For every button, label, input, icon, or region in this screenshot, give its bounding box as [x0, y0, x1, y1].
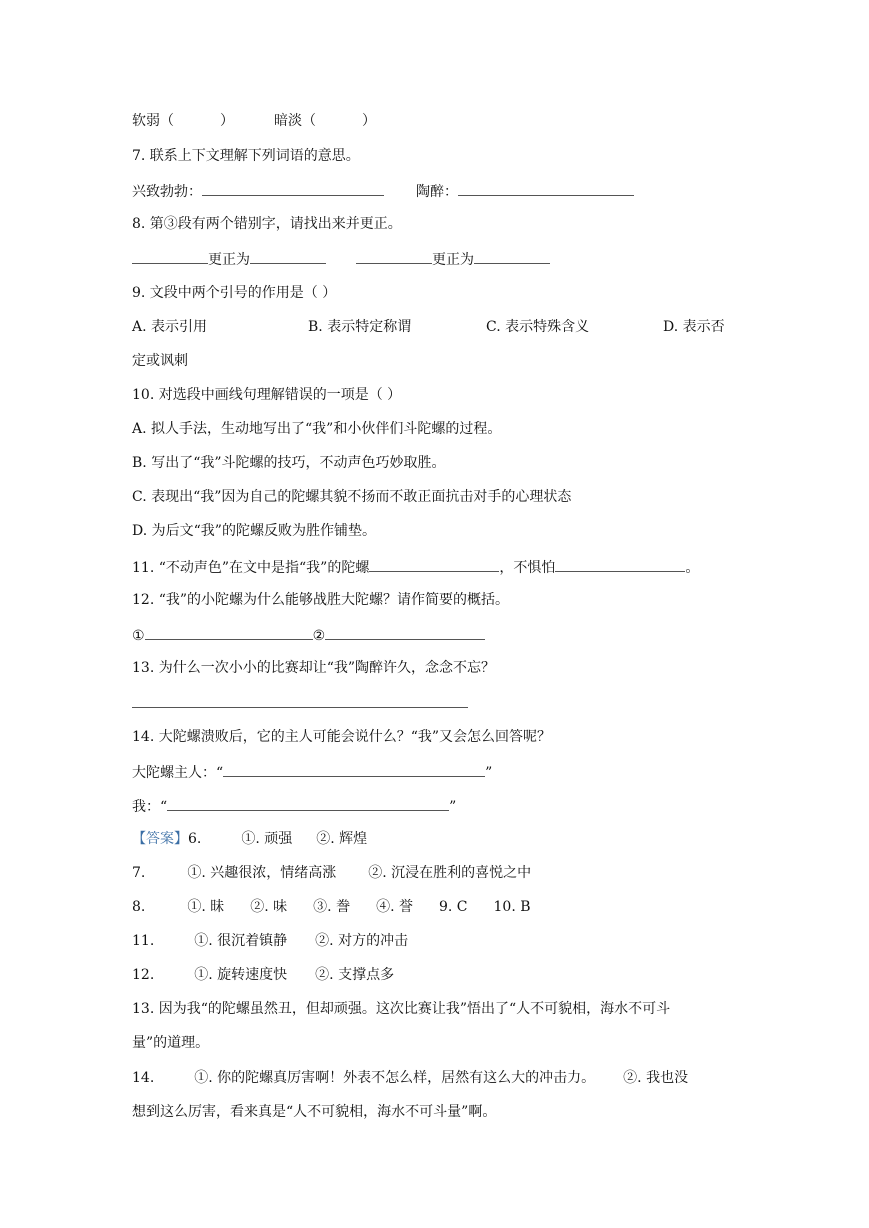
q11-text-2: ，不惧怕	[499, 560, 556, 576]
answer-num: 11.	[132, 933, 155, 949]
q14-me-label: 我：“	[132, 799, 168, 815]
q9-option-b: B. 表示特定称谓	[308, 319, 412, 335]
word-label-1: 软弱（	[132, 113, 174, 129]
answer-blank[interactable]	[132, 692, 468, 708]
answer-part: ②. 味	[250, 899, 288, 915]
question-12: 12. “我”的小陀螺为什么能够战胜大陀螺？请作简要的概括。	[132, 592, 510, 608]
answer-blank[interactable]	[167, 795, 449, 811]
answer-blank[interactable]	[325, 624, 485, 640]
q7-label-2: 陶醉：	[416, 184, 458, 200]
question-13: 13. 为什么一次小小的比赛却让“我”陶醉许久，念念不忘？	[132, 660, 496, 676]
q9-option-d-cont: 定或讽刺	[132, 353, 188, 369]
answer-blank[interactable]	[555, 556, 685, 572]
answer-8-9-10	[132, 897, 531, 917]
q14-owner-close: ”	[485, 765, 493, 781]
answer-part: ①. 很沉着镇静	[194, 933, 288, 949]
question-8-items	[132, 248, 550, 270]
q10-option-b: B. 写出了“我”斗陀螺的技巧，不动声色巧妙取胜。	[132, 455, 446, 471]
answer-blank[interactable]	[223, 761, 485, 777]
q9-option-d: D. 表示否	[663, 319, 725, 335]
answer-part: ②. 我也没	[623, 1070, 689, 1086]
answer-part: ②. 对方的冲击	[315, 933, 409, 949]
answer-part: ②. 沉浸在胜利的喜悦之中	[368, 865, 532, 881]
question-10: 10. 对选段中画线句理解错误的一项是（ ）	[132, 387, 402, 403]
q8-label-2: 更正为	[432, 252, 474, 268]
q11-text-3: 。	[685, 560, 700, 576]
q10-option-c: C. 表现出“我”因为自己的陀螺其貌不扬而不敢正面抗击对手的心理状态	[132, 489, 572, 505]
answer-6	[132, 829, 367, 849]
answer-part: ④. 誉	[376, 899, 413, 915]
paren-close-1: ）	[220, 113, 234, 129]
question-7: 7. 联系上下文理解下列词语的意思。	[132, 148, 360, 164]
word-label-2: 暗淡（	[274, 113, 316, 129]
q9-option-c: C. 表示特殊含义	[486, 319, 590, 335]
question-8: 8. 第③段有两个错别字，请找出来并更正。	[132, 216, 402, 232]
answer-9: 9. C	[438, 899, 468, 915]
answer-blank[interactable]	[145, 624, 313, 640]
question-11	[132, 556, 699, 578]
answer-13-line-1: 13. 因为我“的陀螺虽然丑，但却顽强。这次比赛让我”悟出了“人不可貌相，海水不可斗	[132, 1001, 671, 1017]
answer-part: ①. 你的陀螺真厉害啊！外表不怎么样，居然有这么大的冲击力。	[194, 1070, 596, 1086]
answer-part: ②. 支撑点多	[315, 967, 395, 983]
answer-blank[interactable]	[458, 180, 634, 196]
paren-close-2: ）	[362, 113, 376, 129]
q13-answer-line	[132, 692, 468, 714]
answer-14-line-2: 想到这么厉害，看来真是“人不可貌相，海水不可斗量”啊。	[132, 1104, 497, 1120]
answer-11	[132, 931, 408, 951]
question-14: 14. 大陀螺溃败后，它的主人可能会说什么？“我”又会怎么回答呢？	[132, 729, 552, 745]
answer-part: ②. 辉煌	[316, 831, 368, 847]
answer-7	[132, 863, 531, 883]
answer-part: ①. 兴趣很浓，情绪高涨	[187, 865, 337, 881]
answer-num: 8.	[132, 899, 146, 915]
q10-option-d: D. 为后文“我”的陀螺反败为胜作铺垫。	[132, 523, 376, 539]
answer-13-line-2: 量”的道理。	[132, 1035, 210, 1051]
answer-part: ①. 昧	[187, 899, 225, 915]
q10-option-a: A. 拟人手法，生动地写出了“我”和小伙伴们斗陀螺的过程。	[132, 421, 502, 437]
question-12-items	[132, 624, 485, 646]
q14-me-line	[132, 795, 456, 817]
answer-12	[132, 965, 394, 985]
q11-text-1: 11. “不动声色”在文中是指“我”的陀螺	[132, 560, 370, 576]
q14-me-close: ”	[449, 799, 457, 815]
answer-blank[interactable]	[250, 248, 326, 264]
answer-14-line-1	[132, 1068, 688, 1088]
answer-tag: 【答案】	[132, 831, 188, 847]
answer-part: ①. 旋转速度快	[194, 967, 288, 983]
answer-blank[interactable]	[356, 248, 432, 264]
question-7-items	[132, 180, 634, 202]
answer-part: ③. 誊	[313, 899, 351, 915]
q12-marker-2: ②	[312, 628, 326, 644]
answer-blank[interactable]	[369, 556, 499, 572]
answer-num: 12.	[132, 967, 155, 983]
answer-blank[interactable]	[474, 248, 550, 264]
question-9: 9. 文段中两个引号的作用是（ ）	[132, 285, 337, 301]
q14-owner-label: 大陀螺主人：“	[132, 765, 224, 781]
q14-owner-line	[132, 761, 492, 783]
answer-num: 6.	[188, 831, 202, 847]
answer-num: 7.	[132, 865, 146, 881]
q9-option-a: A. 表示引用	[132, 319, 208, 335]
answer-blank[interactable]	[202, 180, 384, 196]
answer-blank[interactable]	[132, 248, 208, 264]
q8-label-1: 更正为	[208, 252, 250, 268]
answer-10: 10. B	[493, 899, 531, 915]
q7-label-1: 兴致勃勃：	[132, 184, 202, 200]
answer-part: ①. 顽强	[241, 831, 293, 847]
q12-marker-1: ①	[132, 628, 145, 644]
answer-num: 14.	[132, 1070, 155, 1086]
blank-line-words	[132, 111, 376, 131]
